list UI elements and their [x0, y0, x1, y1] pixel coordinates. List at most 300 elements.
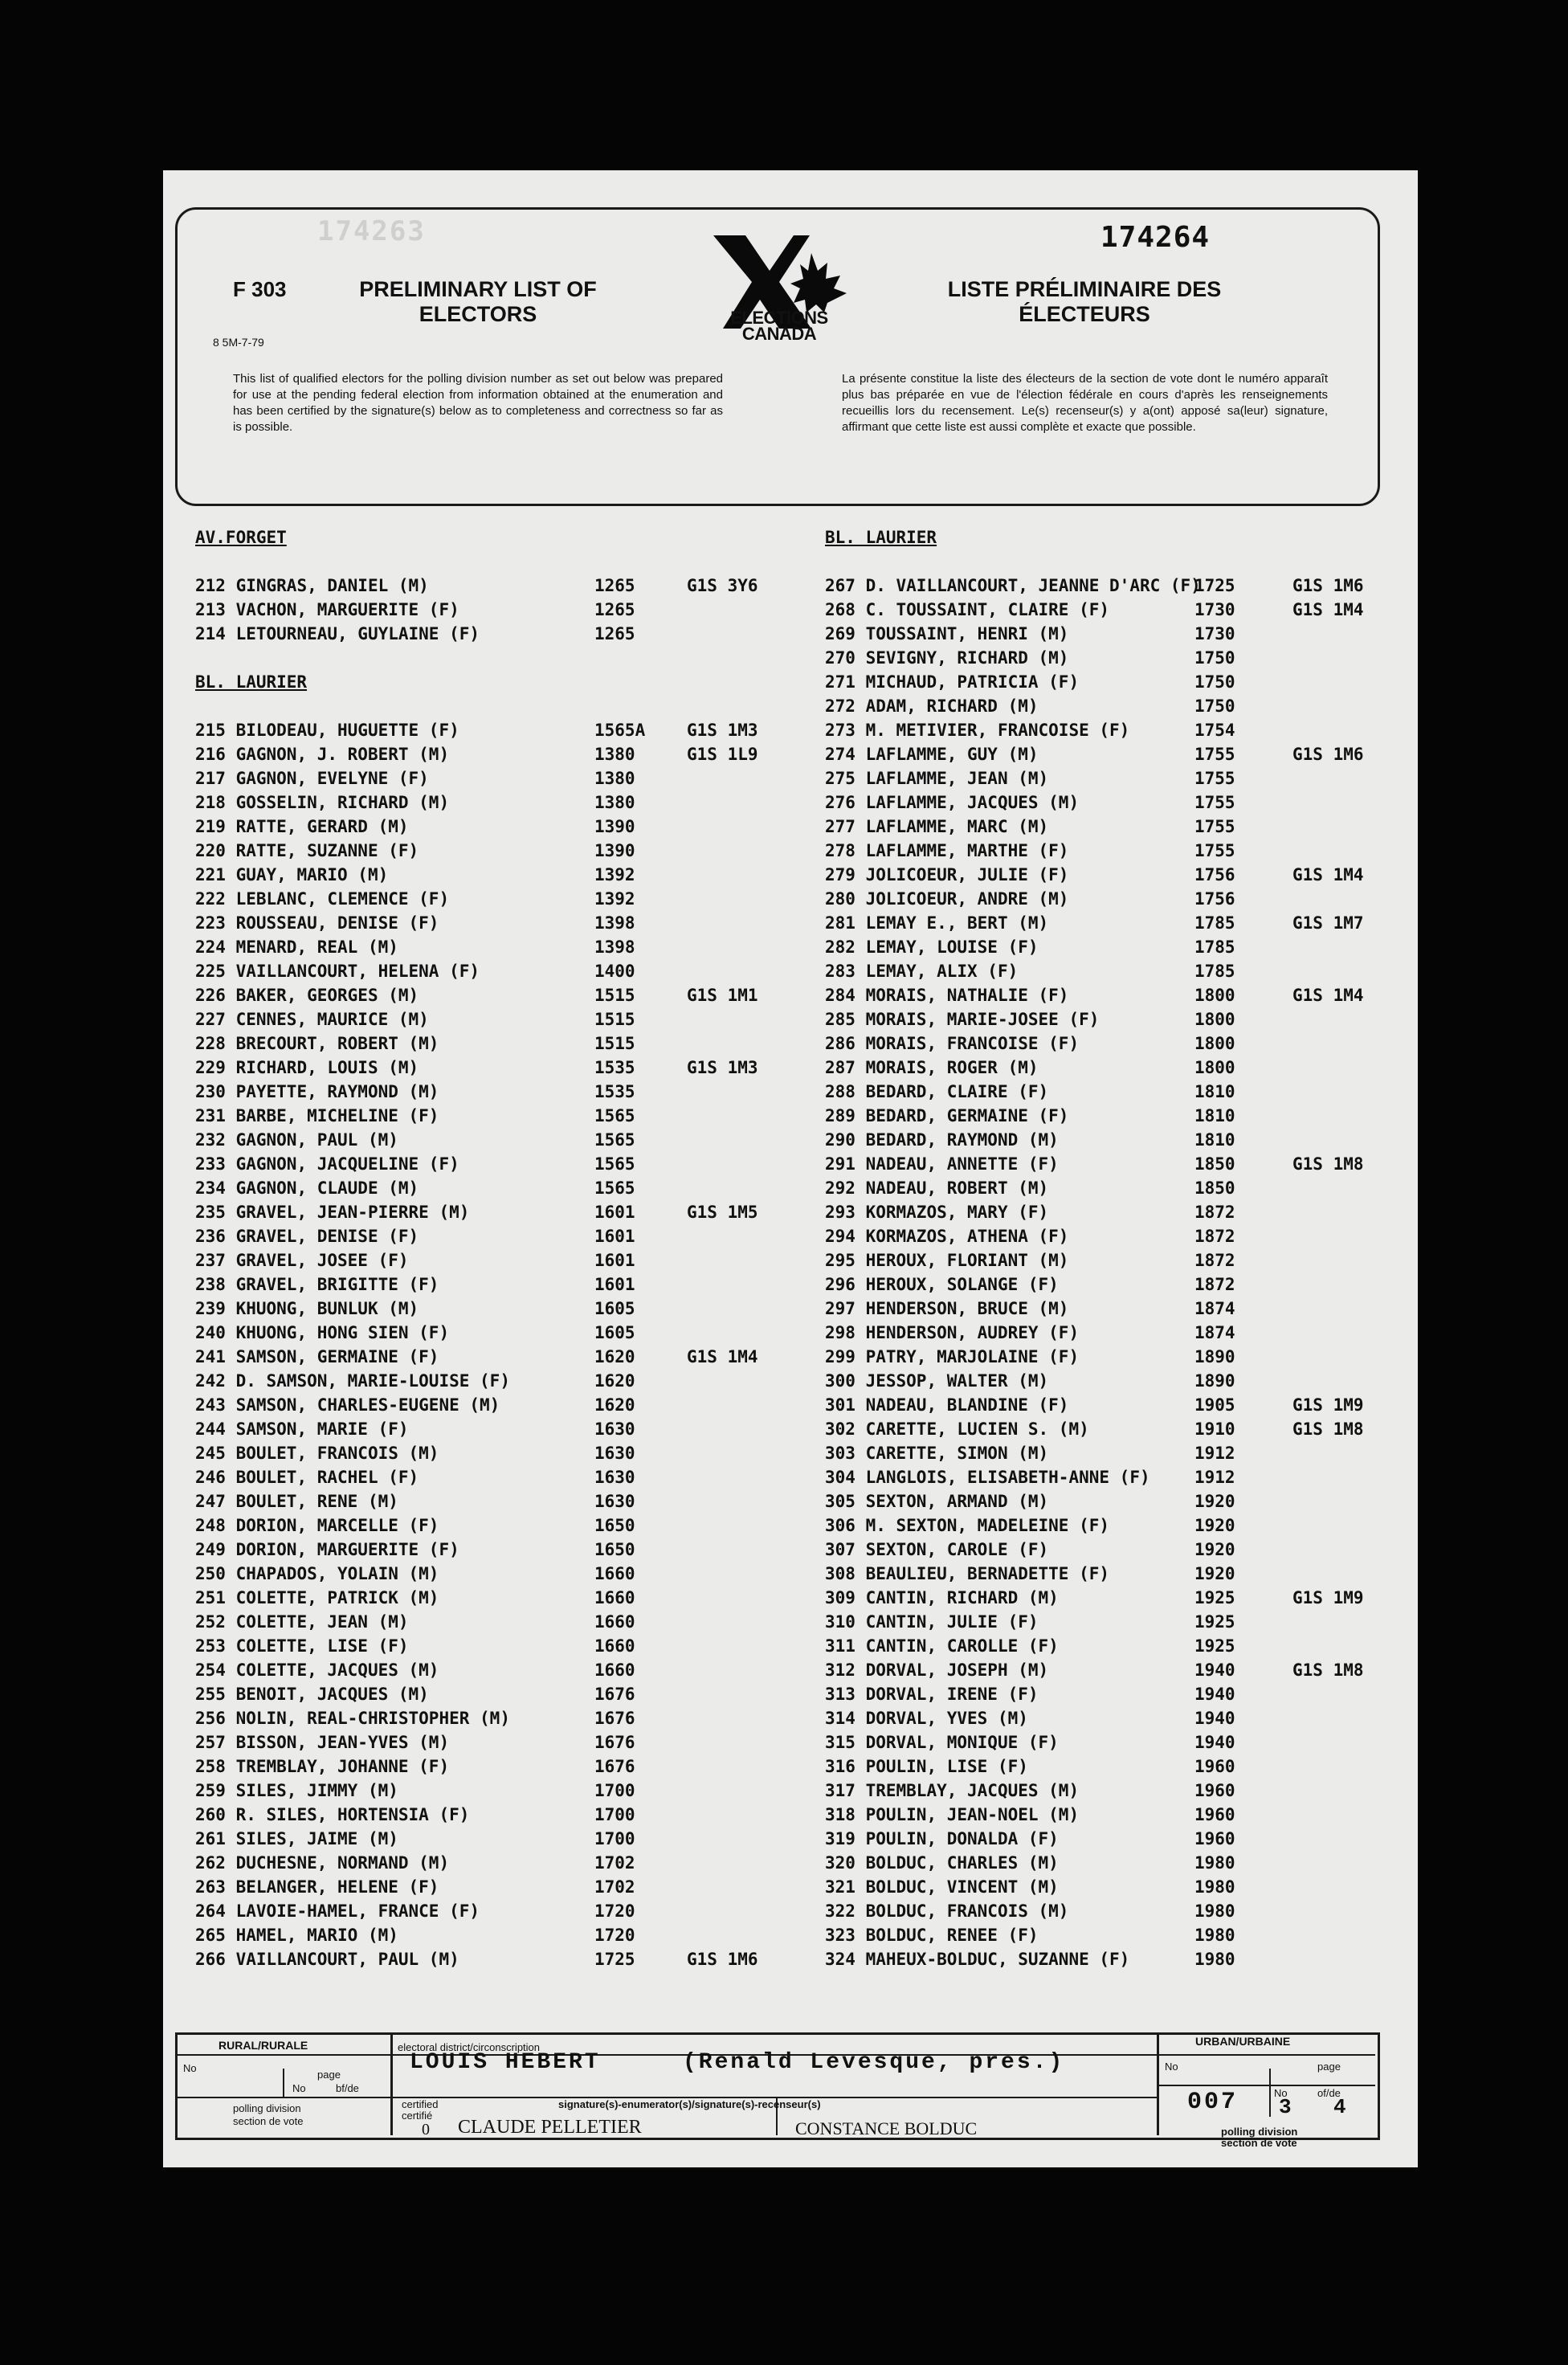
- serial-number-ghost: 174263: [317, 215, 426, 247]
- elector-address: 1785: [1194, 937, 1235, 957]
- elector-row: [825, 1803, 1379, 1827]
- elector-number: 297: [825, 1299, 855, 1318]
- elector-name: JOLICOEUR, ANDRE (M): [865, 889, 1069, 909]
- elector-name: M. METIVIER, FRANCOISE (F): [865, 721, 1130, 740]
- elector-address: 1565: [594, 1106, 635, 1125]
- elector-row: [825, 959, 1379, 983]
- elector-number: 304: [825, 1468, 855, 1487]
- elector-number: 278: [825, 841, 855, 860]
- elector-entry: [825, 1007, 1099, 1031]
- elector-address: 1756: [1194, 889, 1235, 909]
- elector-address: 1720: [594, 1901, 635, 1921]
- elector-address: 1601: [594, 1275, 635, 1294]
- elector-address: 1620: [594, 1395, 635, 1415]
- elector-entry: [195, 1104, 439, 1128]
- elector-name: PAYETTE, RAYMOND (M): [235, 1082, 439, 1101]
- elector-address: 1800: [1194, 986, 1235, 1005]
- elector-address: 1750: [1194, 696, 1235, 716]
- elector-number: 244: [195, 1419, 226, 1439]
- elector-number: 311: [825, 1636, 855, 1656]
- elector-address: 1920: [1194, 1564, 1235, 1583]
- elector-number: 295: [825, 1251, 855, 1270]
- elector-address: 1620: [594, 1347, 635, 1366]
- intro-french: La présente constitue la liste des électeurs de la section de vote dont le numéro apparaît plus bas préparée en vue de l'élection fédérale en cours d'après les renseignements recueillis lors du recensement. Le(s) recenseur(s) y a(ont) apposé sa(leur) signature, affirmant que cette liste est aussi complète et exacte que possible.: [842, 372, 1328, 434]
- street-heading: BL. LAURIER: [195, 672, 308, 692]
- elector-number: 322: [825, 1901, 855, 1921]
- elector-name: BRECOURT, ROBERT (M): [235, 1034, 439, 1053]
- elector-address: 1565: [594, 1130, 635, 1150]
- elector-name: R. SILES, HORTENSIA (F): [235, 1805, 470, 1824]
- elector-row: [195, 622, 741, 646]
- elector-entry: [825, 718, 1129, 742]
- elector-name: GRAVEL, DENISE (F): [235, 1227, 419, 1246]
- elector-row: [195, 1200, 758, 1224]
- elector-postal-code: G1S 1M8: [1292, 1660, 1364, 1680]
- elector-row: [195, 1779, 741, 1803]
- elector-address: 1785: [1194, 962, 1235, 981]
- elector-address: 1940: [1194, 1660, 1235, 1680]
- elector-number: 214: [195, 624, 226, 643]
- elector-name: SEVIGNY, RICHARD (M): [865, 648, 1069, 668]
- elector-name: BILODEAU, HUGUETTE (F): [235, 721, 459, 740]
- elector-address: 1265: [594, 600, 635, 619]
- elector-entry: [195, 1562, 439, 1586]
- elector-name: GRAVEL, BRIGITTE (F): [235, 1275, 439, 1294]
- elector-name: GOSSELIN, RICHARD (M): [235, 793, 450, 812]
- elector-postal-code: G1S 1M9: [1292, 1588, 1364, 1607]
- elector-number: 262: [195, 1853, 226, 1873]
- elector-number: 307: [825, 1540, 855, 1559]
- elector-name: LEBLANC, CLEMENCE (F): [235, 889, 450, 909]
- elector-entry: [825, 1345, 1079, 1369]
- elector-number: 230: [195, 1082, 226, 1101]
- elector-address: 1650: [594, 1540, 635, 1559]
- elector-row: [195, 863, 741, 887]
- elector-address: 1940: [1194, 1685, 1235, 1704]
- elector-row: [825, 1465, 1379, 1489]
- elector-row: [195, 1248, 741, 1272]
- elector-address: 1676: [594, 1757, 635, 1776]
- elector-address: 1912: [1194, 1468, 1235, 1487]
- left-electors-list: [195, 525, 758, 1971]
- elector-number: 233: [195, 1154, 226, 1174]
- elector-name: CHAPADOS, YOLAIN (M): [235, 1564, 439, 1583]
- logo-word-elections: ELECTIONS: [730, 308, 828, 328]
- elector-number: 215: [195, 721, 226, 740]
- elector-entry: [825, 1272, 1059, 1297]
- elector-row: [825, 694, 1379, 718]
- rural-label: RURAL/RURALE: [218, 2039, 308, 2052]
- elector-name: COLETTE, JACQUES (M): [235, 1660, 439, 1680]
- polling-label-fr: section de vote: [233, 2115, 304, 2127]
- elector-address: 1750: [1194, 648, 1235, 668]
- elector-entry: [195, 766, 429, 790]
- elector-number: 306: [825, 1516, 855, 1535]
- elector-entry: [825, 1730, 1059, 1754]
- elector-address: 1810: [1194, 1082, 1235, 1101]
- elector-number: 280: [825, 889, 855, 909]
- elector-entry: [825, 598, 1109, 622]
- elector-row: [825, 839, 1379, 863]
- elector-address: 1755: [1194, 817, 1235, 836]
- elector-address: 1800: [1194, 1010, 1235, 1029]
- enumerator-signature-2: CONSTANCE BOLDUC: [795, 2118, 978, 2138]
- elector-number: 257: [195, 1733, 226, 1752]
- elector-address: 1756: [1194, 865, 1235, 884]
- elector-number: 267: [825, 576, 855, 595]
- elector-entry: [195, 1056, 419, 1080]
- elector-entry: [195, 1128, 398, 1152]
- elector-number: 273: [825, 721, 855, 740]
- elector-address: 1392: [594, 889, 635, 909]
- elector-address: 1925: [1194, 1636, 1235, 1656]
- elector-address: 1676: [594, 1733, 635, 1752]
- elector-name: D. VAILLANCOURT, JEANNE D'ARC (F): [865, 576, 1201, 595]
- elector-address: 1702: [594, 1877, 635, 1897]
- elector-name: BEDARD, RAYMOND (M): [865, 1130, 1059, 1150]
- elector-number: 274: [825, 745, 855, 764]
- elector-name: GAGNON, PAUL (M): [235, 1130, 398, 1150]
- elector-address: 1398: [594, 913, 635, 933]
- elector-entry: [195, 1321, 449, 1345]
- elector-postal-code: G1S 1M7: [1292, 913, 1364, 933]
- polling-division-number: 007: [1187, 2089, 1239, 2116]
- elector-entry: [195, 1634, 409, 1658]
- elector-row: [825, 887, 1379, 911]
- street-heading: BL. LAURIER: [825, 528, 937, 547]
- elector-number: 287: [825, 1058, 855, 1077]
- elector-address: 1940: [1194, 1733, 1235, 1752]
- elector-number: 300: [825, 1371, 855, 1391]
- elector-row: [195, 1031, 741, 1056]
- elector-row: [825, 1730, 1379, 1754]
- elector-name: VAILLANCOURT, HELENA (F): [235, 962, 480, 981]
- elector-number: 301: [825, 1395, 855, 1415]
- elector-name: DORION, MARGUERITE (F): [235, 1540, 459, 1559]
- elector-entry: [195, 911, 439, 935]
- elector-row: [195, 1875, 741, 1899]
- elector-row: [825, 1754, 1379, 1779]
- elector-address: 1565A: [594, 721, 646, 740]
- elector-address: 1676: [594, 1685, 635, 1704]
- elector-name: MORAIS, ROGER (M): [865, 1058, 1039, 1077]
- elector-entry: [195, 598, 459, 622]
- elector-entry: [195, 622, 480, 646]
- rural-page-label: page: [317, 2069, 341, 2081]
- elector-address: 1980: [1194, 1877, 1235, 1897]
- elector-name: LETOURNEAU, GUYLAINE (F): [235, 624, 480, 643]
- elector-row: [825, 1417, 1379, 1441]
- elector-postal-code: G1S 1M5: [687, 1203, 758, 1222]
- elector-name: CARETTE, SIMON (M): [865, 1444, 1049, 1463]
- elector-entry: [195, 1851, 449, 1875]
- elector-number: 302: [825, 1419, 855, 1439]
- elector-row: [825, 790, 1379, 815]
- elector-number: 258: [195, 1757, 226, 1776]
- elector-entry: [825, 1923, 1039, 1947]
- elector-row: [195, 1007, 741, 1031]
- urban-no-label: No: [1165, 2061, 1178, 2073]
- elector-row: [825, 1610, 1379, 1634]
- elector-entry: [825, 815, 1048, 839]
- elector-number: 249: [195, 1540, 226, 1559]
- elector-number: 212: [195, 576, 226, 595]
- elector-number: 314: [825, 1709, 855, 1728]
- elector-name: RICHARD, LOUIS (M): [235, 1058, 419, 1077]
- elector-row: [825, 1393, 1379, 1417]
- elector-entry: [825, 1489, 1048, 1513]
- elector-name: KHUONG, BUNLUK (M): [235, 1299, 419, 1318]
- elector-row: [195, 1610, 741, 1634]
- elector-number: 308: [825, 1564, 855, 1583]
- elector-entry: [825, 1441, 1048, 1465]
- elector-name: SEXTON, CAROLE (F): [865, 1540, 1049, 1559]
- elector-number: 269: [825, 624, 855, 643]
- elector-address: 1730: [1194, 624, 1235, 643]
- elector-address: 1720: [594, 1926, 635, 1945]
- elector-address: 1398: [594, 937, 635, 957]
- elector-address: 1980: [1194, 1901, 1235, 1921]
- elector-name: BOULET, FRANCOIS (M): [235, 1444, 439, 1463]
- elector-number: 248: [195, 1516, 226, 1535]
- elector-entry: [825, 1080, 1048, 1104]
- elector-name: NADEAU, ROBERT (M): [865, 1178, 1049, 1198]
- elector-name: GINGRAS, DANIEL (M): [235, 576, 429, 595]
- elector-address: 1960: [1194, 1781, 1235, 1800]
- elector-entry: [195, 1080, 439, 1104]
- footer-divider: [1157, 2085, 1375, 2086]
- elector-row: [825, 670, 1379, 694]
- elector-number: 313: [825, 1685, 855, 1704]
- elector-row: [825, 1851, 1379, 1875]
- elector-row: [825, 1176, 1379, 1200]
- elector-address: 1872: [1194, 1275, 1235, 1294]
- elector-number: 279: [825, 865, 855, 884]
- elector-row: [825, 646, 1379, 670]
- elector-number: 242: [195, 1371, 226, 1391]
- elector-postal-code: G1S 1M8: [1292, 1419, 1364, 1439]
- elector-row: [195, 1080, 741, 1104]
- elector-number: 288: [825, 1082, 855, 1101]
- elector-entry: [195, 1489, 398, 1513]
- elector-row: [825, 1513, 1379, 1538]
- elector-entry: [825, 1152, 1059, 1176]
- elector-name: M. SEXTON, MADELEINE (F): [865, 1516, 1110, 1535]
- elector-name: VAILLANCOURT, PAUL (M): [235, 1950, 459, 1969]
- urban-polling-label-en: polling division: [1221, 2126, 1298, 2138]
- elector-entry: [825, 1875, 1059, 1899]
- elector-name: BEDARD, GERMAINE (F): [865, 1106, 1069, 1125]
- elector-row: [825, 1056, 1379, 1080]
- elector-address: 1630: [594, 1419, 635, 1439]
- elector-entry: [195, 1827, 398, 1851]
- elector-number: 319: [825, 1829, 855, 1848]
- elector-address: 1890: [1194, 1371, 1235, 1391]
- elector-row: [825, 1682, 1379, 1706]
- elector-row: [825, 1489, 1379, 1513]
- elector-name: COLETTE, PATRICK (M): [235, 1588, 439, 1607]
- elector-number: 281: [825, 913, 855, 933]
- elector-address: 1515: [594, 986, 635, 1005]
- elector-number: 316: [825, 1757, 855, 1776]
- elector-number: 261: [195, 1829, 226, 1848]
- district-value: LOUIS HEBERT: [410, 2050, 601, 2075]
- elector-entry: [825, 1658, 1048, 1682]
- elector-entry: [825, 1248, 1068, 1272]
- elector-number: 292: [825, 1178, 855, 1198]
- elector-row: [825, 1779, 1379, 1803]
- elector-address: 1660: [594, 1588, 635, 1607]
- elector-number: 219: [195, 817, 226, 836]
- elector-row: [195, 839, 741, 863]
- elector-number: 293: [825, 1203, 855, 1222]
- elector-name: CENNES, MAURICE (M): [235, 1010, 429, 1029]
- elector-entry: [825, 1586, 1059, 1610]
- elector-name: MICHAUD, PATRICIA (F): [865, 672, 1080, 692]
- form-code: F 303: [233, 277, 287, 301]
- elector-row: [825, 911, 1379, 935]
- elector-name: MORAIS, MARIE-JOSEE (F): [865, 1010, 1100, 1029]
- elector-row: [195, 1152, 741, 1176]
- elector-entry: [825, 935, 1039, 959]
- elector-postal-code: G1S 3Y6: [687, 576, 758, 595]
- elector-number: 309: [825, 1588, 855, 1607]
- elector-number: 270: [825, 648, 855, 668]
- elector-name: LAFLAMME, MARTHE (F): [865, 841, 1069, 860]
- elector-number: 275: [825, 769, 855, 788]
- elector-address: 1785: [1194, 913, 1235, 933]
- elector-name: GAGNON, CLAUDE (M): [235, 1178, 419, 1198]
- urban-polling-label-fr: section de vote: [1221, 2137, 1297, 2149]
- street-heading: AV.FORGET: [195, 528, 287, 547]
- elector-postal-code: G1S 1M6: [1292, 576, 1364, 595]
- elector-name: LEMAY E., BERT (M): [865, 913, 1049, 933]
- elector-address: 1700: [594, 1805, 635, 1824]
- elector-address: 1380: [594, 745, 635, 764]
- elector-address: 1755: [1194, 745, 1235, 764]
- elector-address: 1905: [1194, 1395, 1235, 1415]
- elector-name: VACHON, MARGUERITE (F): [235, 600, 459, 619]
- elector-postal-code: G1S 1M3: [687, 721, 758, 740]
- enumerator-signature-1: CLAUDE PELLETIER: [458, 2117, 642, 2138]
- elector-name: CANTIN, RICHARD (M): [865, 1588, 1059, 1607]
- elector-entry: [195, 983, 419, 1007]
- elector-name: COLETTE, JEAN (M): [235, 1612, 409, 1632]
- elector-entry: [825, 1176, 1048, 1200]
- elector-address: 1601: [594, 1227, 635, 1246]
- elector-name: KORMAZOS, ATHENA (F): [865, 1227, 1069, 1246]
- footer-divider: [283, 2069, 284, 2097]
- elector-row: [195, 1465, 741, 1489]
- elector-row: [825, 622, 1379, 646]
- elector-entry: [195, 1297, 419, 1321]
- elector-address: 1920: [1194, 1516, 1235, 1535]
- elector-entry: [825, 839, 1068, 863]
- elector-row: [825, 574, 1379, 598]
- elector-name: JESSOP, WALTER (M): [865, 1371, 1049, 1391]
- elector-row: [825, 1875, 1379, 1899]
- rural-no-label: No: [183, 2062, 197, 2074]
- elector-entry: [825, 1224, 1068, 1248]
- elector-address: 1890: [1194, 1347, 1235, 1366]
- elector-row: [195, 1176, 741, 1200]
- elector-entry: [195, 1923, 398, 1947]
- elector-name: HENDERSON, BRUCE (M): [865, 1299, 1069, 1318]
- elector-name: LAFLAMME, JACQUES (M): [865, 793, 1080, 812]
- elector-number: 317: [825, 1781, 855, 1800]
- elector-entry: [825, 1779, 1079, 1803]
- elector-name: POULIN, DONALDA (F): [865, 1829, 1059, 1848]
- elector-address: 1800: [1194, 1034, 1235, 1053]
- elector-number: 305: [825, 1492, 855, 1511]
- certified-mark: 0: [422, 2121, 430, 2138]
- elector-entry: [825, 1610, 1039, 1634]
- elector-row: [195, 815, 741, 839]
- elector-name: BOULET, RACHEL (F): [235, 1468, 419, 1487]
- elector-entry: [825, 670, 1079, 694]
- elector-number: 224: [195, 937, 226, 957]
- elector-address: 1750: [1194, 672, 1235, 692]
- elector-entry: [825, 646, 1068, 670]
- elector-number: 268: [825, 600, 855, 619]
- elector-row: [825, 1152, 1379, 1176]
- elector-entry: [195, 1465, 419, 1489]
- elector-address: 1725: [1194, 576, 1235, 595]
- elector-name: POULIN, JEAN-NOEL (M): [865, 1805, 1080, 1824]
- elector-number: 250: [195, 1564, 226, 1583]
- logo-word-canada: CANADA: [741, 324, 817, 344]
- elector-number: 251: [195, 1588, 226, 1607]
- elector-row: [195, 911, 741, 935]
- elector-address: 1912: [1194, 1444, 1235, 1463]
- elector-number: 222: [195, 889, 226, 909]
- elector-address: 1960: [1194, 1829, 1235, 1848]
- elector-address: 1730: [1194, 600, 1235, 619]
- of-label: of/de: [1317, 2087, 1341, 2099]
- elector-row: [195, 1899, 741, 1923]
- elector-row: [195, 718, 758, 742]
- elector-entry: [195, 1754, 449, 1779]
- elector-number: 298: [825, 1323, 855, 1342]
- elector-row: [195, 1297, 741, 1321]
- elector-address: 1702: [594, 1853, 635, 1873]
- elector-address: 1676: [594, 1709, 635, 1728]
- elector-name: DORVAL, JOSEPH (M): [865, 1660, 1049, 1680]
- elector-entry: [195, 1152, 459, 1176]
- elector-entry: [195, 1947, 459, 1971]
- elector-number: 218: [195, 793, 226, 812]
- elector-entry: [195, 1610, 409, 1634]
- elector-row: [825, 1827, 1379, 1851]
- elector-entry: [195, 1899, 480, 1923]
- elector-row: [825, 935, 1379, 959]
- elector-number: 253: [195, 1636, 226, 1656]
- elector-entry: [825, 790, 1079, 815]
- elector-number: 315: [825, 1733, 855, 1752]
- elector-row: [195, 1754, 741, 1779]
- elector-address: 1660: [594, 1660, 635, 1680]
- elector-name: KHUONG, HONG SIEN (F): [235, 1323, 450, 1342]
- elector-entry: [825, 574, 1201, 598]
- elector-address: 1874: [1194, 1323, 1235, 1342]
- elector-number: 263: [195, 1877, 226, 1897]
- elector-number: 290: [825, 1130, 855, 1150]
- elector-postal-code: G1S 1M4: [687, 1347, 758, 1366]
- signature-label: signature(s)-enumerator(s)/signature(s)-recenseur(s): [558, 2098, 821, 2110]
- elector-address: 1620: [594, 1371, 635, 1391]
- elector-number: 284: [825, 986, 855, 1005]
- intro-english: This list of qualified electors for the polling division number as set out below was prepared for use at the pending federal election from information obtained at the enumeration and has been certified by the signature(s) below as to completeness and correctness so far as is possible.: [233, 372, 723, 434]
